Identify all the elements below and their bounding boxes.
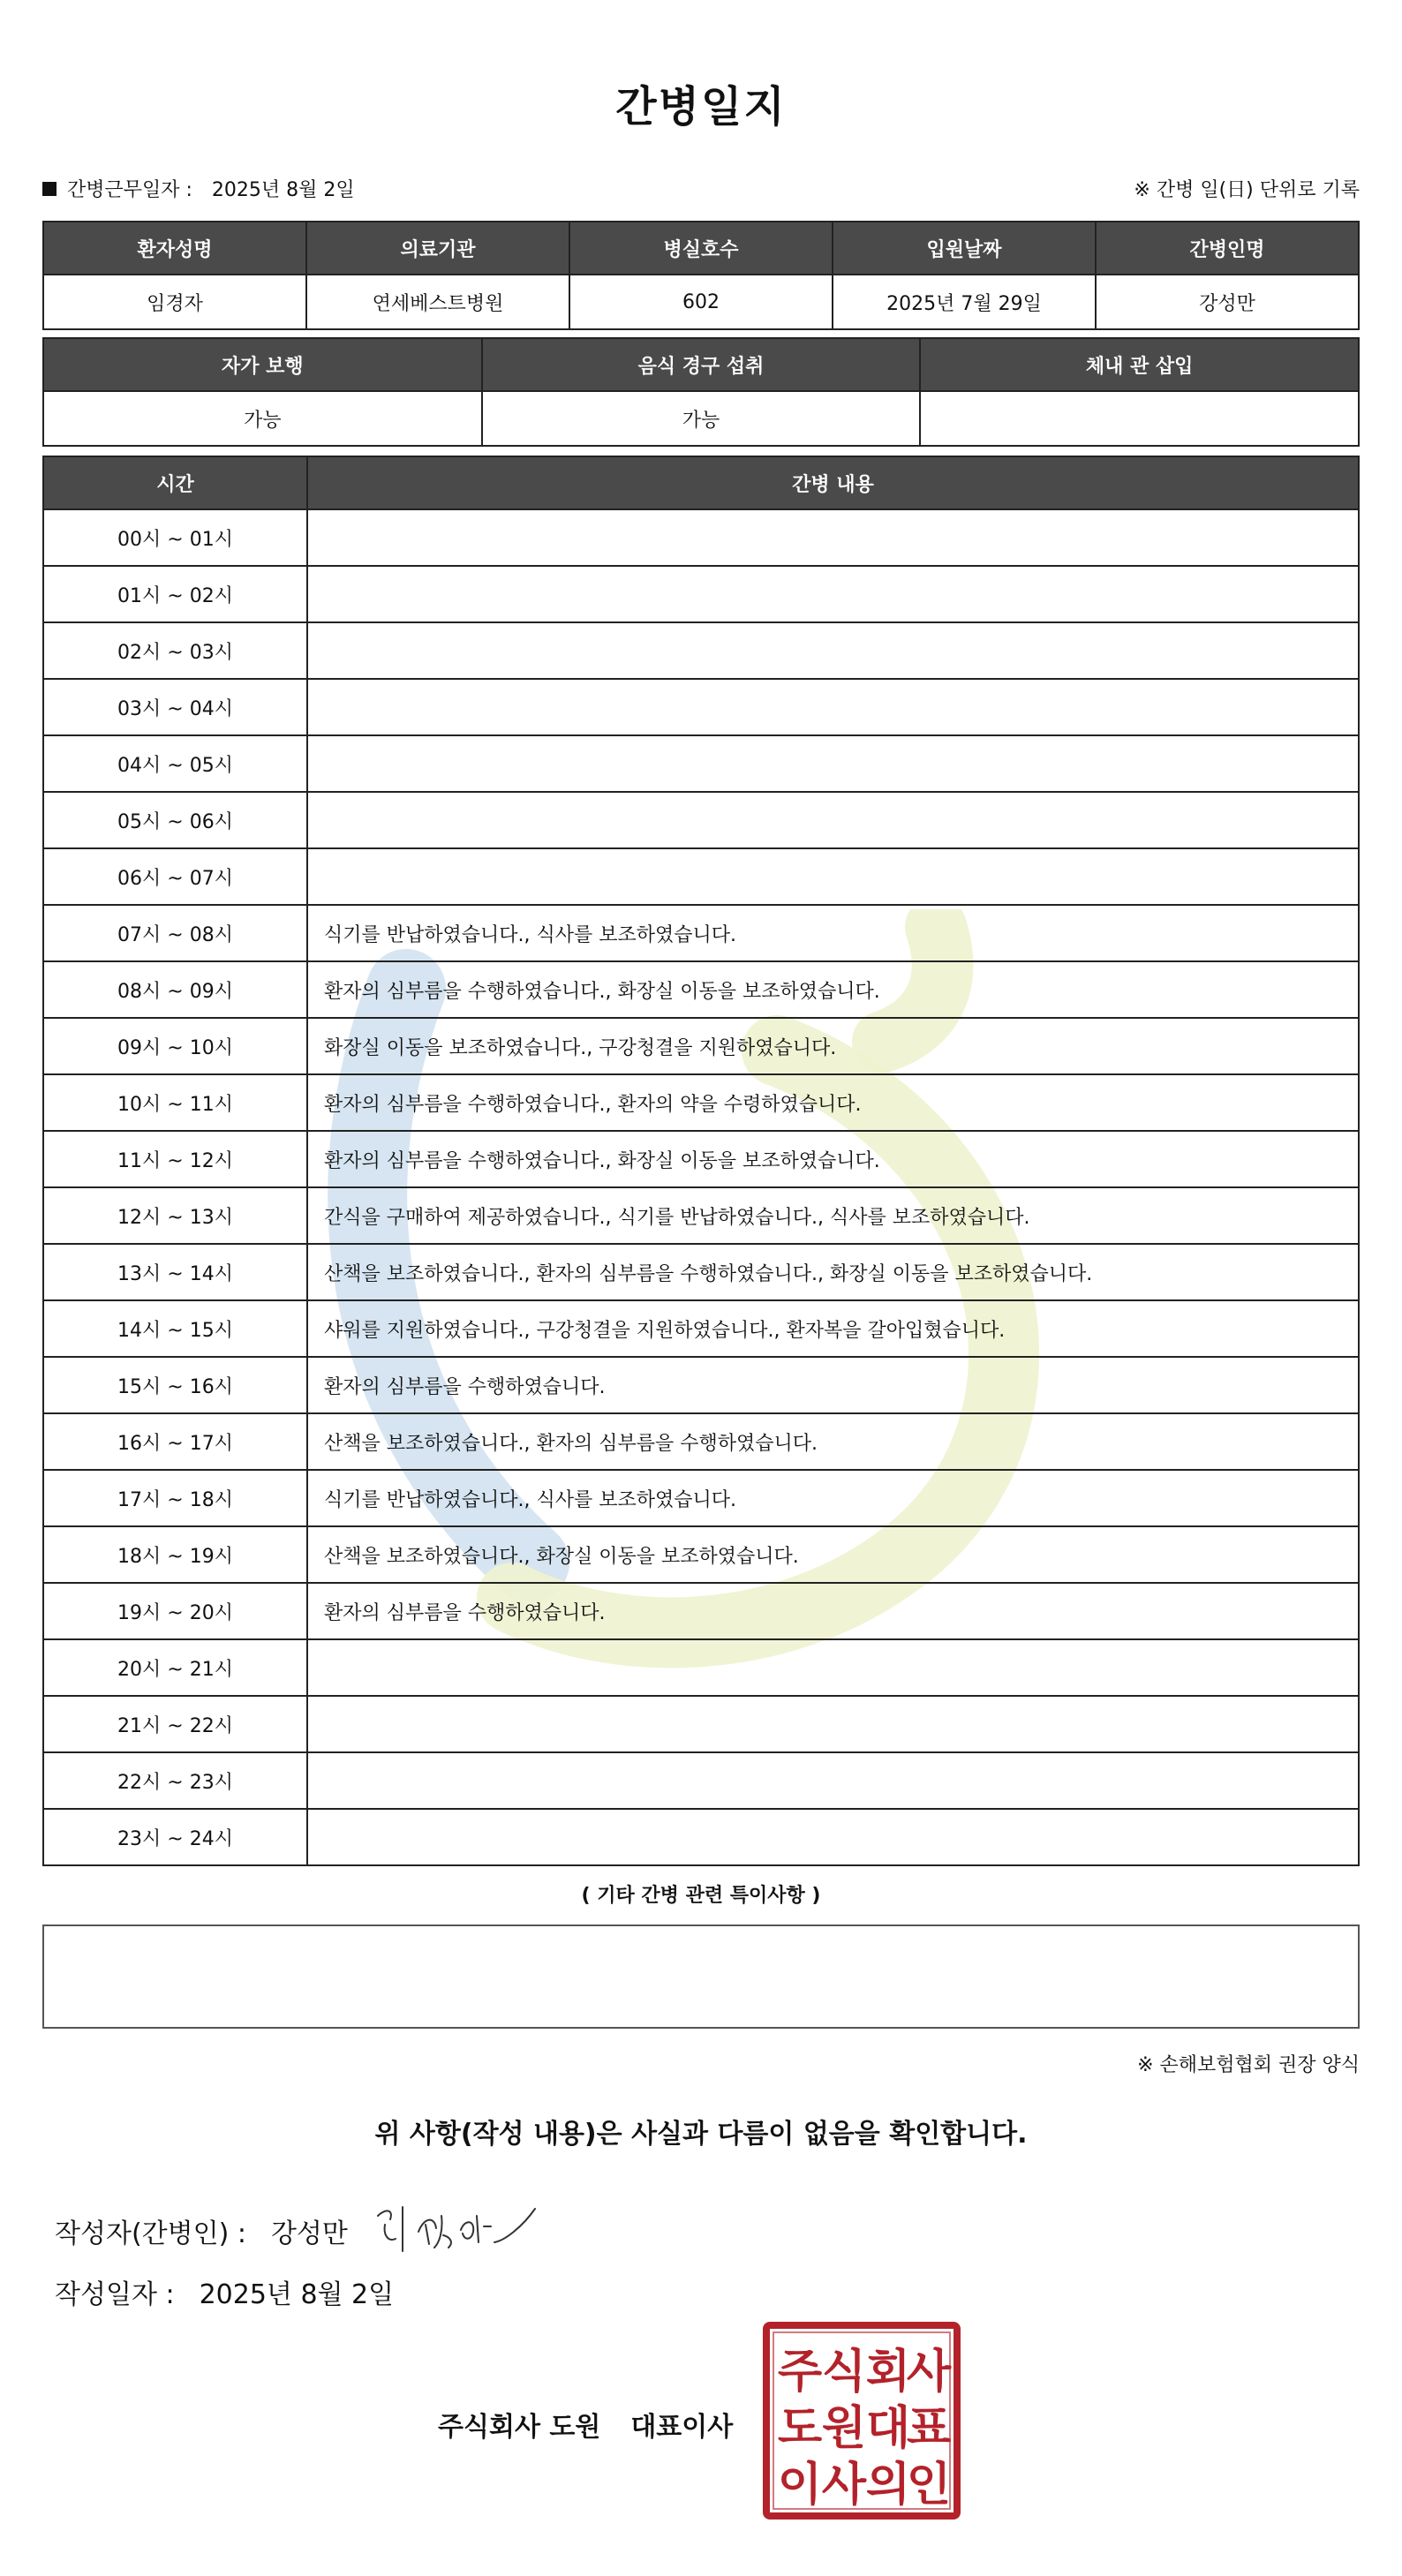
log-row bbox=[43, 1244, 1359, 1300]
log-time-cell: 20시 ~ 21시 bbox=[43, 1639, 307, 1696]
log-row bbox=[43, 1187, 1359, 1244]
log-content-cell: 산책을 보조하였습니다., 화장실 이동을 보조하였습니다. bbox=[307, 1526, 1359, 1583]
log-content-cell bbox=[307, 1752, 1359, 1809]
special-notes-title: ( 기타 간병 관련 특이사항 ) bbox=[581, 1885, 821, 1907]
log-row bbox=[43, 1413, 1359, 1470]
log-row bbox=[43, 905, 1359, 961]
log-content-cell bbox=[307, 1639, 1359, 1696]
room-number: 602 bbox=[569, 275, 833, 329]
work-date bbox=[42, 175, 355, 202]
company-line bbox=[438, 2405, 733, 2444]
log-content-cell bbox=[307, 848, 1359, 905]
log-time-cell: 00시 ~ 01시 bbox=[43, 509, 307, 566]
log-time-cell: 08시 ~ 09시 bbox=[43, 961, 307, 1018]
hospital-name: 연세베스트병원 bbox=[306, 275, 569, 329]
log-row bbox=[43, 735, 1359, 792]
log-time-cell: 03시 ~ 04시 bbox=[43, 679, 307, 735]
confirmation-statement: 위 사항(작성 내용)은 사실과 다름이 없음을 확인합니다. bbox=[374, 2119, 1028, 2150]
work-date-value: 2025년 8월 2일 bbox=[211, 179, 355, 201]
log-time-cell: 13시 ~ 14시 bbox=[43, 1244, 307, 1300]
log-row bbox=[43, 1018, 1359, 1074]
log-content-cell: 식기를 반납하였습니다., 식사를 보조하였습니다. bbox=[307, 905, 1359, 961]
log-row bbox=[43, 566, 1359, 622]
log-row bbox=[43, 1809, 1359, 1865]
patient-info-table bbox=[42, 221, 1360, 330]
log-content-cell: 샤워를 지원하였습니다., 구강청결을 지원하였습니다., 환자복을 갈아입혔습니다. bbox=[307, 1300, 1359, 1357]
log-content-cell bbox=[307, 1809, 1359, 1865]
self-walking-value: 가능 bbox=[43, 391, 482, 446]
log-time-cell: 07시 ~ 08시 bbox=[43, 905, 307, 961]
svg-text:도: 도 bbox=[777, 2402, 823, 2455]
log-content-cell: 산책을 보조하였습니다., 환자의 심부름을 수행하였습니다. bbox=[307, 1413, 1359, 1470]
log-row bbox=[43, 1300, 1359, 1357]
log-row bbox=[43, 1131, 1359, 1187]
log-content-cell: 환자의 심부름을 수행하였습니다., 화장실 이동을 보조하였습니다. bbox=[307, 961, 1359, 1018]
log-time-cell: 09시 ~ 10시 bbox=[43, 1018, 307, 1074]
patient-name: 임경자 bbox=[43, 275, 306, 329]
log-content-cell bbox=[307, 509, 1359, 566]
log-row bbox=[43, 961, 1359, 1018]
log-row bbox=[43, 1583, 1359, 1639]
form-source-note: ※ 손해보험협회 권장 양식 bbox=[1137, 2054, 1360, 2076]
log-content-cell: 식기를 반납하였습니다., 식사를 보조하였습니다. bbox=[307, 1470, 1359, 1526]
header-time: 시간 bbox=[43, 456, 307, 509]
log-time-cell: 21시 ~ 22시 bbox=[43, 1696, 307, 1752]
status-header-row bbox=[43, 338, 1359, 391]
log-time-cell: 02시 ~ 03시 bbox=[43, 622, 307, 679]
log-row bbox=[43, 1470, 1359, 1526]
header-room-number: 병실호수 bbox=[569, 222, 833, 275]
log-row bbox=[43, 1696, 1359, 1752]
log-content-cell: 화장실 이동을 보조하였습니다., 구강청결을 지원하였습니다. bbox=[307, 1018, 1359, 1074]
svg-text:대: 대 bbox=[865, 2402, 911, 2455]
log-time-cell: 19시 ~ 20시 bbox=[43, 1583, 307, 1639]
hourly-care-log-table bbox=[42, 456, 1360, 1866]
log-header-row bbox=[43, 456, 1359, 509]
svg-text:이: 이 bbox=[777, 2459, 823, 2512]
log-time-cell: 04시 ~ 05시 bbox=[43, 735, 307, 792]
work-date-label: 간병근무일자 : bbox=[67, 179, 192, 201]
patient-info-header-row bbox=[43, 222, 1359, 275]
company-name: 주식회사 도원 bbox=[438, 2412, 601, 2443]
log-content-cell bbox=[307, 622, 1359, 679]
written-date-line bbox=[55, 2272, 394, 2311]
log-time-cell: 05시 ~ 06시 bbox=[43, 792, 307, 848]
log-time-cell: 22시 ~ 23시 bbox=[43, 1752, 307, 1809]
log-time-cell: 14시 ~ 15시 bbox=[43, 1300, 307, 1357]
tube-insertion-value bbox=[920, 391, 1359, 446]
header-care-content: 간병 내용 bbox=[307, 456, 1359, 509]
log-time-cell: 15시 ~ 16시 bbox=[43, 1357, 307, 1413]
unit-note: ※ 간병 일(日) 단위로 기록 bbox=[1134, 179, 1360, 201]
writer-line bbox=[55, 2202, 540, 2260]
log-content-cell bbox=[307, 1696, 1359, 1752]
log-row bbox=[43, 622, 1359, 679]
log-content-cell: 환자의 심부름을 수행하였습니다., 환자의 약을 수령하였습니다. bbox=[307, 1074, 1359, 1131]
header-oral-intake: 음식 경구 섭취 bbox=[482, 338, 921, 391]
log-row bbox=[43, 509, 1359, 566]
patient-info-value-row bbox=[43, 275, 1359, 329]
log-row bbox=[43, 792, 1359, 848]
log-time-cell: 01시 ~ 02시 bbox=[43, 566, 307, 622]
svg-text:원: 원 bbox=[821, 2402, 867, 2455]
log-content-cell: 환자의 심부름을 수행하였습니다. bbox=[307, 1583, 1359, 1639]
log-row bbox=[43, 679, 1359, 735]
written-date-value: 2025년 8월 2일 bbox=[199, 2279, 395, 2310]
oral-intake-value: 가능 bbox=[482, 391, 921, 446]
svg-text:사: 사 bbox=[906, 2346, 952, 2399]
log-row bbox=[43, 1074, 1359, 1131]
log-time-cell: 17시 ~ 18시 bbox=[43, 1470, 307, 1526]
log-content-cell: 산책을 보조하였습니다., 환자의 심부름을 수행하였습니다., 화장실 이동을 보조하였습니다. bbox=[307, 1244, 1359, 1300]
admission-date: 2025년 7월 29일 bbox=[833, 275, 1096, 329]
special-notes-box bbox=[42, 1924, 1360, 2029]
log-time-cell: 23시 ~ 24시 bbox=[43, 1809, 307, 1865]
header-patient-name: 환자성명 bbox=[43, 222, 306, 275]
patient-status-table bbox=[42, 337, 1360, 447]
log-time-cell: 11시 ~ 12시 bbox=[43, 1131, 307, 1187]
log-content-cell: 환자의 심부름을 수행하였습니다. bbox=[307, 1357, 1359, 1413]
log-body bbox=[43, 509, 1359, 1865]
log-time-cell: 18시 ~ 19시 bbox=[43, 1526, 307, 1583]
log-row bbox=[43, 1357, 1359, 1413]
log-time-cell: 10시 ~ 11시 bbox=[43, 1074, 307, 1131]
log-time-cell: 06시 ~ 07시 bbox=[43, 848, 307, 905]
log-time-cell: 16시 ~ 17시 bbox=[43, 1413, 307, 1470]
svg-text:표: 표 bbox=[906, 2402, 952, 2455]
writer-name: 강성만 bbox=[270, 2218, 348, 2249]
log-content-cell bbox=[307, 566, 1359, 622]
svg-text:인: 인 bbox=[906, 2459, 952, 2512]
bullet-square-icon bbox=[42, 182, 57, 196]
log-row bbox=[43, 1639, 1359, 1696]
svg-text:회: 회 bbox=[865, 2346, 911, 2399]
written-date-label: 작성일자 : bbox=[55, 2279, 175, 2310]
log-content-cell: 간식을 구매하여 제공하였습니다., 식기를 반납하였습니다., 식사를 보조하였습니다. bbox=[307, 1187, 1359, 1244]
header-admission-date: 입원날짜 bbox=[833, 222, 1096, 275]
writer-label: 작성자(간병인) : bbox=[55, 2218, 246, 2249]
svg-text:주: 주 bbox=[777, 2346, 823, 2399]
header-hospital: 의료기관 bbox=[306, 222, 569, 275]
log-row bbox=[43, 848, 1359, 905]
log-time-cell: 12시 ~ 13시 bbox=[43, 1187, 307, 1244]
svg-text:식: 식 bbox=[821, 2346, 867, 2399]
log-row bbox=[43, 1526, 1359, 1583]
log-row bbox=[43, 1752, 1359, 1809]
company-seal-stamp bbox=[761, 2320, 962, 2521]
status-value-row bbox=[43, 391, 1359, 446]
log-content-cell: 환자의 심부름을 수행하였습니다., 화장실 이동을 보조하였습니다. bbox=[307, 1131, 1359, 1187]
handwritten-signature bbox=[373, 2189, 540, 2260]
log-content-cell bbox=[307, 679, 1359, 735]
svg-text:의: 의 bbox=[865, 2459, 911, 2512]
meta-row bbox=[42, 175, 1360, 207]
svg-text:사: 사 bbox=[821, 2459, 867, 2512]
log-content-cell bbox=[307, 735, 1359, 792]
log-content-cell bbox=[307, 792, 1359, 848]
page-title: 간병일지 bbox=[615, 82, 787, 132]
caregiver-name: 강성만 bbox=[1096, 275, 1359, 329]
header-self-walking: 자가 보행 bbox=[43, 338, 482, 391]
company-representative-title: 대표이사 bbox=[630, 2412, 734, 2443]
header-tube-insertion: 체내 관 삽입 bbox=[920, 338, 1359, 391]
header-caregiver-name: 간병인명 bbox=[1096, 222, 1359, 275]
